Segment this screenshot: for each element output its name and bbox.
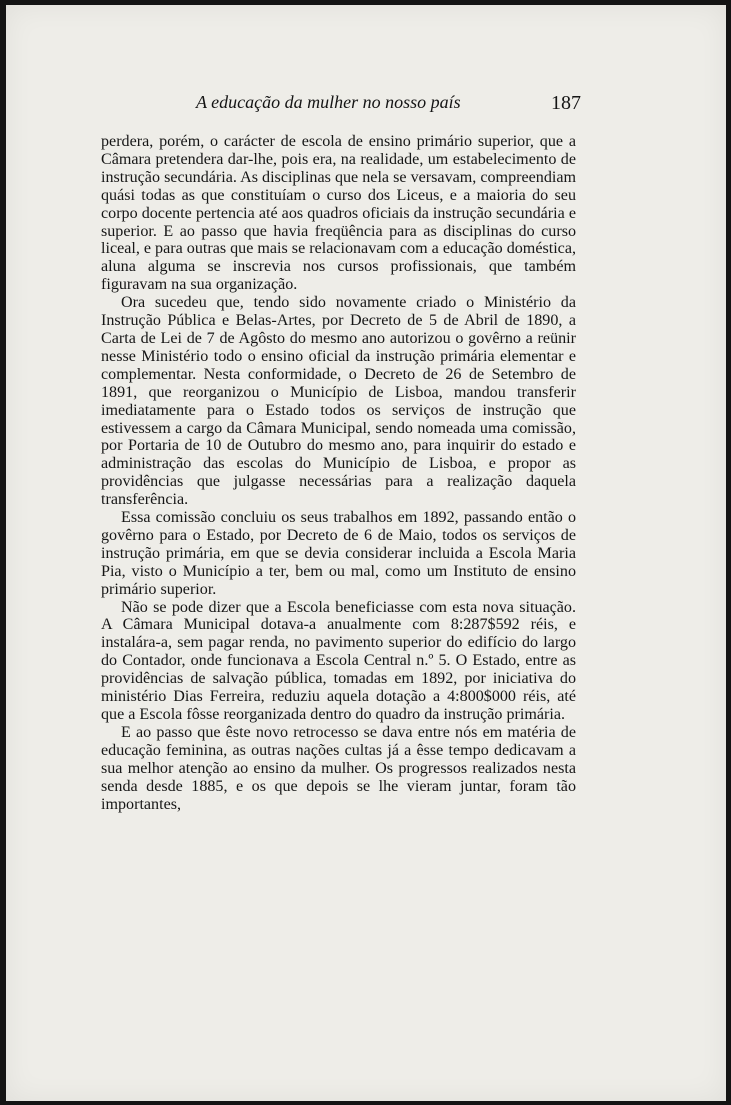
book-page <box>6 5 726 1101</box>
page-number: 187 <box>551 92 581 114</box>
paragraph-2: Ora sucedeu que, tendo sido novamente criado o Ministério da Instrução Pública e Belas-Artes, por Decreto de 5 de Abril de 1890, a Carta de Lei de 7 de Agôsto do mesmo ano autorizou o govêrno a reünir nesse Ministério todo o ensino oficial da instrução primária elementar e complementar. Nesta conformidade, o Decreto de 26 de Setembro de 1891, que reorganizou o Município de Lisboa, mandou transferir imediatamente para o Estado todos os serviços de instrução que estivessem a cargo da Câmara Municipal, sendo nomeada uma comissão, por Portaria de 10 de Outubro do mesmo ano, para inquirir do estado e administração das escolas do Município de Lisboa, e propor as providências que julgasse necessárias para a realização daquela transferência. <box>101 294 576 509</box>
paragraph-4: Não se pode dizer que a Escola beneficiasse com esta nova situação. A Câmara Municipal dotava-a anualmente com 8:287$592 réis, e instalára-a, sem pagar renda, no pavimento superior do edifício do largo do Contador, onde funcionava a Escola Central n.º 5. O Estado, entre as providências de salvação pública, tomadas em 1892, por iniciativa do ministério Dias Ferreira, reduziu aquela dotação a 4:800$000 réis, até que a Escola fôsse reorganizada dentro do quadro da instrução primária. <box>101 598 576 723</box>
body-text <box>101 133 576 813</box>
paragraph-1: perdera, porém, o carácter de escola de ensino primário superior, que a Câmara pretendera dar-lhe, pois era, na realidade, um estabelecimento de instrução secundária. As disciplinas que nela se versavam, compreendiam quási todas as que constituíam o curso dos Liceus, e a maioria do seu corpo docente pertencia até aos quadros oficiais da instrução secundária e superior. E ao passo que havia freqüência para as disciplinas do curso liceal, e para outras que mais se relacionavam com a educação doméstica, aluna alguma se inscrevia nos cursos profissionais, que também figuravam na sua organização. <box>101 133 576 294</box>
paragraph-3: Essa comissão concluiu os seus trabalhos em 1892, passando então o govêrno para o Estado, por Decreto de 6 de Maio, todos os serviços de instrução primária, em que se devia considerar incluida a Escola Maria Pia, visto o Município a ter, bem ou mal, como um Instituto de ensino primário superior. <box>101 509 576 598</box>
paragraph-5: E ao passo que êste novo retrocesso se dava entre nós em matéria de educação feminina, as outras nações cultas já a êsse tempo dedicavam a sua melhor atenção ao ensino da mulher. Os progressos realizados nesta senda desde 1885, e os que depois se lhe vieram juntar, foram tão importantes, <box>101 723 576 813</box>
running-title: A educação da mulher no nosso país <box>196 92 461 112</box>
